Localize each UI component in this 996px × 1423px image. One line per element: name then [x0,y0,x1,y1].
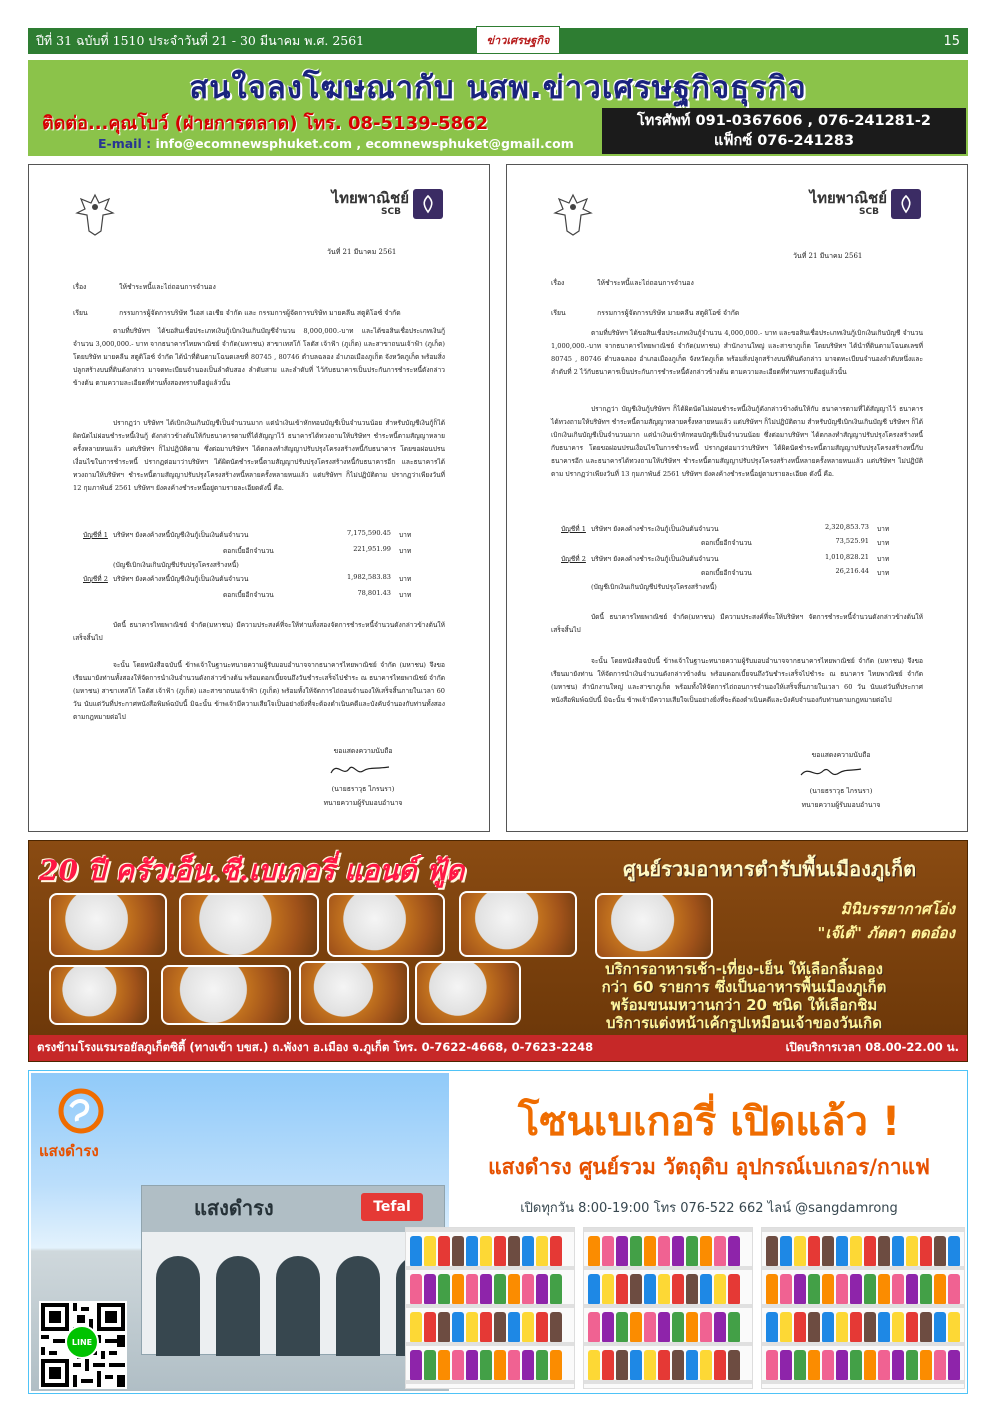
shelf-product [508,1350,520,1380]
shelf-product [536,1274,548,1304]
email-label: E-mail : [98,136,152,151]
letter-paragraph-2: ปรากฏว่า บัญชีเงินกู้บริษัทฯ ก็ได้ผิดนัดไม่ผ่อนชำระหนี้เงินกู้ดังกล่าวข้างต้นให้กับ ธนาคารตามที่ได้สัญญาไว้ ธนาคารได้ทวงถามให้บริษัทฯ ชำระหนี้ตามสัญญาหลายครั้งหลายหนแล้ว แต่บริษัทฯ ก็ไม่ปฏิบัติตาม สำหรับบัญชีเบิกเงินเกินบัญชี บริษัทฯ ก็ได้เบิกเงินเกินบัญชีเป็นจำนวนมาก แต่นำเงินเข้าหักทอนบัญชีเป็นจำนวนน้อย ซึ่งต่อมาบริษัทฯ ได้ตกลงทำสัญญาปรับปรุงโครงสร้างหนี้กับธนาคาร โดยขอผ่อนปรนเงื่อนไขในการชำระหนี้ ปรากฏต่อมาว่าบริษัทฯ ได้ผิดนัดชำระหนี้ตามสัญญาปรับปรุงโครงสร้างหนี้กับธนาคารอีก และธนาคารได้ทวงถามให้บริษัทฯ ชำระหนี้ตามสัญญาปรับปรุงโครงสร้างหนี้หลายครั้งหลายหนแล้ว แต่บริษัทฯ ไม่ปฏิบัติตาม ปรากฏว่าเพียงวันที่ 13 กุมภาพันธ์ 2561 บริษัทฯ ยังคงค้างชำระหนี้อยู่ตามรายละเอียด ดังนี้ คือ. [551,405,923,478]
restaurant-name [759,897,955,945]
account-row-unit: บาท [399,591,412,599]
account-row-unit: บาท [877,569,890,577]
shelf-product [424,1350,436,1380]
shelf-product [864,1274,876,1304]
shelf-product [780,1236,792,1266]
shelf-product [714,1350,726,1380]
shelf-product [410,1274,422,1304]
advertise-headline: สนใจลงโฆษณากับ นสพ.ข่าวเศรษฐกิจธุรกิจ [189,70,807,106]
signature-icon [797,759,867,785]
shelf-product [822,1236,834,1266]
building-sign: แสงดำรง [194,1196,274,1220]
account-label: บัญชีที่ 1 [83,531,108,539]
account-row-amount: 1,982,583.83 [346,573,391,581]
shelf-product [808,1236,820,1266]
shelf-product [536,1236,548,1266]
shelf-product [794,1312,806,1342]
restaurant-line-1: มินิบรรยากาศโอ่ง [840,900,955,918]
shelf-product [508,1236,520,1266]
shelf-product [822,1312,834,1342]
account-row-amount: 7,175,590.45 [346,529,391,537]
shelf-product [466,1350,478,1380]
account-row-amount: 78,801.43 [357,589,391,597]
letter-subject [73,281,216,292]
masthead-logo: ข่าวเศรษฐกิจ [476,26,560,54]
shelf-product [948,1312,960,1342]
legal-notice-letter-1 [28,164,490,832]
letter-paragraph-2: ปรากฏว่า บริษัทฯ ได้เบิกเงินเกินบัญชีเป็นจำนวนมาก แต่นำเงินเข้าหักทอนบัญชีเป็นจำนวนน้อย สำหรับบัญชีเงินกู้ก็ได้ผิดนัดไม่ผ่อนชำระหนี้เงินกู้ ดังกล่าวข้างต้นให้กับธนาคารตามที่ได้สัญญาไว้ ธนาคารได้ทวงถามให้บริษัทฯ ชำระหนี้ตามสัญญาหลายครั้งหลายหนแล้ว แต่บริษัทฯ ก็ไม่ปฏิบัติตาม ซึ่งต่อมาบริษัทฯ ได้ตกลงทำสัญญาปรับปรุงโครงสร้างหนี้กับธนาคาร โดยขอผ่อนปรนเงื่อนไขในการชำระหนี้ ปรากฏต่อมาว่าบริษัทฯ ได้ผิดนัดชำระหนี้ตามสัญญาปรับปรุงโครงสร้างหนี้กับธนาคารอีก และธนาคารได้ทวงถามให้บริษัทฯ ชำระหนี้ตามสัญญาปรับปรุงโครงสร้างหนี้หลายครั้งหลายหนแล้ว แต่บริษัทฯ ก็ไม่ปฏิบัติตาม ปรากฏว่าเพียงวันที่ 12 กุมภาพันธ์ 2561 บริษัทฯ ยังคงค้างชำระหนี้อยู่ตามรายละเอียดดังนี้ คือ. [73,419,445,492]
shelf-product [480,1312,492,1342]
shelf-product [588,1350,600,1380]
bakery-ad [28,840,968,1062]
shelf-product [630,1350,642,1380]
shelf-product [878,1312,890,1342]
shelf-product [864,1312,876,1342]
letter-subject [551,277,694,288]
service-line: พร้อมขนมหวานกว่า 20 ชนิด ให้เลือกชิม [610,996,878,1014]
shelf-product [466,1312,478,1342]
sangdamrong-logo-text: แสงดำรง [39,1142,99,1160]
shelf-product [550,1350,562,1380]
shelf-product [714,1312,726,1342]
advertise-email [98,136,574,151]
dish-photo [595,893,713,959]
account-row-unit: บาท [877,539,890,547]
shelf-product [602,1274,614,1304]
letter-date: วันที่ 21 มีนาคม 2561 [793,252,863,260]
shelf-product [780,1274,792,1304]
shelf-product [906,1274,918,1304]
shelf-product [700,1274,712,1304]
shelf-product [822,1350,834,1380]
shelf-product [686,1274,698,1304]
sangdamrong-ad [28,1070,968,1394]
letter-paragraph-3: บัดนี้ ธนาคารไทยพาณิชย์ จำกัด(มหาชน) มีความประสงค์ที่จะให้บริษัทฯ จัดการชำระหนี้จำนวนดังกล่าวข้างต้นให้เสร็จสิ้นไป [551,613,923,634]
shelf-product [644,1236,656,1266]
shelf-product [550,1236,562,1266]
shelf-product [728,1274,740,1304]
shelf-product [522,1350,534,1380]
shelf-product [878,1350,890,1380]
shelf-product [494,1236,506,1266]
shelf-product [658,1236,670,1266]
shelf-product [630,1312,642,1342]
shelf-product [424,1274,436,1304]
shelf-product [452,1274,464,1304]
shelf-product [864,1236,876,1266]
bank-code: SCB [859,207,879,217]
tefal-sign: Tefal [361,1193,423,1221]
shelf-product [550,1312,562,1342]
shelf-product [686,1350,698,1380]
sangdamrong-open-hours: เปิดทุกวัน 8:00-19:00 โทร 076-522 662 ไลน์ @sangdamrong [520,1201,898,1216]
letter-paragraph-4: จะนั้น โดยหนังสือฉบับนี้ ข้าพเจ้าในฐานะทนายความผู้รับมอบอำนาจจากธนาคารไทยพาณิชย์ จำกัด (มหาชน) จึงขอเรียนมายังท่าน ให้จัดการนำเงินจำนวนดังกล่าวข้างต้น พร้อมดอกเบี้ยจนถึงวันชำระเสร็จไปชำระ ณ ธนาคาร ไทยพาณิชย์ จำกัด (มหาชน) สำนักงานใหญ่ และสาขาภูเก็ต พร้อมทั้งให้จัดการไถ่ถอนการจำนองให้เสร็จสิ้นภายในเวลา 60 วัน นับแต่วันที่ประกาศหนังสือพิมพ์ฉบับนี้ มิฉะนั้น ข้าพเจ้ามีความเสียใจเป็นอย่างยิ่งที่จะต้องดำเนินคดีและบังคับจำนองกับท่านตามกฎหมายต่อไป [551,657,923,704]
garuda-emblem-icon [75,191,115,237]
store-photo [31,1073,449,1391]
shelf-product [424,1236,436,1266]
shelf-product [494,1274,506,1304]
shelf-product [494,1312,506,1342]
account-row-desc: ดอกเบี้ยอีกจำนวน [701,569,752,577]
shelf-product [602,1350,614,1380]
legal-notice-letter-2 [506,164,968,832]
account-row-amount: 73,525.91 [835,537,869,545]
account-row-unit: บาท [399,547,412,555]
shelf-product [508,1274,520,1304]
closing-text: ขอแสดงความนับถือ [811,751,871,759]
shelf-product [794,1274,806,1304]
account-row-unit: บาท [877,525,890,533]
subject-label: เรื่อง [73,283,87,291]
account-label: บัญชีที่ 2 [561,555,586,563]
shelf-product [906,1236,918,1266]
shelf-product [728,1312,740,1342]
shelf-product [934,1274,946,1304]
dish-photo [299,961,409,1025]
shelf-product [920,1312,932,1342]
shelf-product [424,1312,436,1342]
bank-code: SCB [381,207,401,217]
shelf-product [536,1312,548,1342]
scb-logo-icon [891,189,921,219]
shelf-product [630,1236,642,1266]
shelf-product [878,1236,890,1266]
subject-text: ให้ชำระหนี้และไถ่ถอนการจำนอง [597,279,694,287]
account-label: บัญชีที่ 1 [561,525,586,533]
subject-label: เรื่อง [551,279,565,287]
account-row-amount: 1,010,828.21 [824,553,869,561]
shelf-product [934,1350,946,1380]
page-number: 15 [943,33,960,49]
shelf-product [808,1350,820,1380]
account-row-amount: 2,320,853.73 [824,523,869,531]
bakery-subtitle: ศูนย์รวมอาหารตำรับพื้นเมืองภูเก็ต [623,857,917,881]
shelf-product [780,1350,792,1380]
dish-photo [327,893,445,957]
account-note: (บัญชีเบิกเงินเกินบัญชีปรับปรุงโครงสร้างหนี้) [591,583,717,591]
shelf-product [616,1274,628,1304]
shelf-product [672,1274,684,1304]
shelf-product [822,1274,834,1304]
shelf-product [550,1274,562,1304]
shelf-product [644,1312,656,1342]
shelf-product [480,1236,492,1266]
shelf-product [616,1350,628,1380]
shelf-product [480,1350,492,1380]
dish-photo [459,891,577,957]
letter-paragraph-1: ตามที่บริษัทฯ ได้ขอสินเชื่อประเภทเงินกู้จำนวน 4,000,000.- บาท และขอสินเชื่อประเภทเงินกู้เบิกเงินเกินบัญชี จำนวน 1,000,000.-บาท จากธนาคารไทยพาณิชย์ จำกัด(มหาชน) สำนักงานใหญ่ และสาขาภูเก็ต โดยบริษัทฯ ได้นำที่ดินตามโฉนดเลขที่ 80745 , 80746 ตำบลฉลอง อำเภอเมืองภูเก็ต จังหวัดภูเก็ต พร้อมสิ่งปลูกสร้างบนที่ดินดังกล่าว มาจดทะเบียนจำนองลำดับหนึ่งและลำดับที่ 2 ไว้กับธนาคารเป็นประกันการชำระหนี้ดังกล่าวข้างต้น ตามความละเอียดที่ท่านทราบดีอยู่แล้วนั้น [551,329,923,376]
shelf-product [850,1274,862,1304]
shelf-product [466,1236,478,1266]
shelf-photo [761,1227,965,1389]
bakery-footer [29,1035,967,1061]
shelf-product [616,1312,628,1342]
shelf-product [892,1312,904,1342]
shelf-product [836,1312,848,1342]
line-app-icon: LINE [65,1325,99,1359]
shelf-product [892,1236,904,1266]
shelf-product [934,1312,946,1342]
shelf-product [410,1312,422,1342]
shelf-product [522,1236,534,1266]
shelf-product [700,1236,712,1266]
shelf-product [658,1274,670,1304]
shelf-product [644,1350,656,1380]
advertise-banner [28,60,968,156]
recipient-label: เรียน [551,309,566,317]
shelf-product [658,1350,670,1380]
account-row-desc: ดอกเบี้ยอีกจำนวน [223,547,274,555]
sangdamrong-logo-icon [57,1087,105,1135]
subject-text: ให้ชำระหนี้และไถ่ถอนการจำนอง [119,283,216,291]
shelf-product [410,1236,422,1266]
signer-name: (นายธราวุธ ไกรนรา) [809,787,873,795]
garuda-emblem-icon [553,191,593,237]
scb-logo-icon [413,189,443,219]
shelf-product [714,1236,726,1266]
fax-line: แฟ็กซ์ 076-241283 [713,133,855,149]
shelf-product [616,1236,628,1266]
issue-line: ปีที่ 31 ฉบับที่ 1510 ประจำวันที่ 21 - 30 มีนาคม พ.ศ. 2561 [36,33,365,48]
shelf-product [700,1350,712,1380]
dish-photo [49,965,149,1025]
newspaper-header-bar [28,28,968,54]
account-label: บัญชีที่ 2 [83,575,108,583]
shelf-product [906,1312,918,1342]
shelf-product [794,1350,806,1380]
shelf-product [602,1236,614,1266]
shelf-product [906,1350,918,1380]
advertise-contact: ติดต่อ...คุณโบว์ (ฝ่ายการตลาด) โทร. 08-5139-5862 [42,113,489,134]
shelf-product [522,1274,534,1304]
shelf-product [438,1274,450,1304]
letter-paragraph-1: ตามที่บริษัทฯ ได้ขอสินเชื่อประเภทเงินกู้เบิกเงินเกินบัญชีจำนวน 8,000,000.-บาท และได้ขอสินเชื่อประเภทเงินกู้จำนวน 3,000,000.- บาท จากธนาคารไทยพาณิชย์ จำกัด(มหาชน) สาขาเทสโก้ โลตัส เจ้าฟ้า (ภูเก็ต) และสาขาถนนเจ้าฟ้า (ภูเก็ต) โดยบริษัท มายคลีน สตูดิโอซ์ จำกัด ได้นำที่ดินตามโฉนดเลขที่ 80745 , 80746 ตำบลฉลอง อำเภอเมืองภูเก็ต จังหวัดภูเก็ต พร้อมสิ่งปลูกสร้างบนที่ดินดังกล่าว มาจดทะเบียนจำนองเป็นลำดับสอง ลำดับสาม และลำดับที่ ไว้กับธนาคารเป็นประกันการชำระหนี้ดังกล่าวข้างต้น ตามความละเอียดที่ท่านทั้งสองทราบดีอยู่แล้วนั้น [73,327,445,387]
shelf-product [878,1274,890,1304]
shelf-product [672,1312,684,1342]
recipient-label: เรียน [73,309,88,317]
shelf-product [480,1274,492,1304]
shelf-product [850,1312,862,1342]
signer-name: (นายธราวุธ ไกรนรา) [331,785,395,793]
letter-recipient [551,307,739,318]
shelf-product [920,1274,932,1304]
shelf-product [700,1312,712,1342]
shelf-product [410,1350,422,1380]
shelf-product [588,1274,600,1304]
bakery-address: ตรงข้ามโรงแรมรอยัลภูเก็ตซิตี้ (ทางเข้า บขส.) ถ.พังงา อ.เมือง จ.ภูเก็ต โทร. 0-7622-4668, 0-7623-2248 [37,1040,594,1054]
phone-line: โทรศัพท์ 091-0367606 , 076-241281-2 [637,113,931,129]
letter-paragraph-4: จะนั้น โดยหนังสือฉบับนี้ ข้าพเจ้าในฐานะทนายความผู้รับมอบอำนาจจากธนาคารไทยพาณิชย์ จำกัด (มหาชน) จึงขอเรียนมายังท่านทั้งสองให้จัดการนำเงินจำนวนดังกล่าวข้างต้น พร้อมดอกเบี้ยจนถึงวันชำระเสร็จไปชำระ ณ ธนาคารไทยพาณิชย์ จำกัด (มหาชน) สาขาเทสโก้ โลตัส เจ้าฟ้า (ภูเก็ต) และสาขาถนนเจ้าฟ้า (ภูเก็ต) พร้อมทั้งให้จัดการไถ่ถอนจำนองให้เสร็จสิ้นภายในเวลา 60 วัน นับแต่วันที่ประกาศหนังสือพิมพ์ฉบับนี้ มิฉะนั้น ข้าพเจ้ามีความเสียใจเป็นอย่างยิ่งที่จะต้องดำเนินคดีและบังคับจำนองกับท่านทั้งสองตามกฎหมายต่อไป [73,661,445,721]
shelf-product [602,1312,614,1342]
dish-photo [415,961,521,1025]
shelf-product [808,1312,820,1342]
shelf-product [892,1274,904,1304]
bakery-title: 20 ปี ครัวเอ็น.ซี.เบเกอรี่ แอนด์ ฟู้ด [39,854,465,887]
shelf-product [934,1236,946,1266]
shelf-product [686,1312,698,1342]
letter-paragraph-3: บัดนี้ ธนาคารไทยพาณิชย์ จำกัด(มหาชน) มีความประสงค์ที่จะให้ท่านทั้งสองจัดการชำระหนี้จำนวนดังกล่าวข้างต้นให้เสร็จสิ้นไป [73,621,445,642]
shelf-product [686,1236,698,1266]
shelf-product [630,1274,642,1304]
shelf-product [766,1236,778,1266]
shelf-product [714,1274,726,1304]
shelf-product [466,1274,478,1304]
shelf-product [672,1350,684,1380]
shelf-product [588,1236,600,1266]
email-addresses: info@ecomnewsphuket.com , ecomnewsphuket@gmail.com [155,136,574,151]
shelf-product [452,1312,464,1342]
account-row-desc: บริษัทฯ ยังคงค้างชำระเงินกู้เป็นเงินต้นจำนวน [591,555,719,563]
shelf-product [522,1312,534,1342]
shelf-product [728,1350,740,1380]
advertise-phone-box [602,108,966,154]
sangdamrong-subheadline: แสงดำรง ศูนย์รวม วัตถุดิบ อุปกรณ์เบเกอร/กาแฟ [488,1155,930,1179]
shelf-product [728,1236,740,1266]
shelf-product [452,1236,464,1266]
shelf-photo [405,1227,575,1389]
bank-name: ไทยพาณิชย์ [809,189,887,207]
signature-icon [327,755,397,781]
shelf-product [920,1236,932,1266]
shelf-product [836,1350,848,1380]
shelf-product [892,1350,904,1380]
account-row-desc: ดอกเบี้ยอีกจำนวน [701,539,752,547]
shelf-photo [583,1227,753,1389]
shelf-product [588,1312,600,1342]
service-line: กว่า 60 รายการ ซึ่งเป็นอาหารพื้นเมืองภูเก็ต [601,978,887,996]
sangdamrong-headline: โซนเบเกอรี่ เปิดแล้ว ! [517,1099,901,1145]
account-row-amount: 26,216.44 [835,567,869,575]
account-row-amount: 221,951.99 [353,545,391,553]
shelf-product [438,1312,450,1342]
dish-photo [179,893,319,957]
dish-photo [161,965,291,1025]
account-row-unit: บาท [877,555,890,563]
shelf-product [672,1236,684,1266]
account-row-desc: บริษัทฯ ยังคงค้างชำระเงินกู้เป็นเงินต้นจำนวน [591,525,719,533]
shelf-product [836,1274,848,1304]
closing-text: ขอแสดงความนับถือ [333,747,393,755]
bakery-hours: เปิดบริการเวลา 08.00-22.00 น. [785,1040,959,1054]
shelf-product [850,1236,862,1266]
shelf-product [920,1350,932,1380]
dish-photo [49,893,167,957]
shelf-product [438,1236,450,1266]
shelf-product [948,1350,960,1380]
restaurant-line-2: "เจ๊เต้" ภัตตา ตดอ๋อง [817,924,955,942]
account-row-unit: บาท [399,575,412,583]
shelf-product [948,1274,960,1304]
shelf-product [780,1312,792,1342]
shelf-product [452,1350,464,1380]
shelf-product [794,1236,806,1266]
service-line: บริการอาหารเช้า-เที่ยง-เย็น ให้เลือกลิ้มลอง [605,960,883,978]
letter-date: วันที่ 21 มีนาคม 2561 [327,248,397,256]
shelf-product [766,1274,778,1304]
shelf-product [658,1312,670,1342]
account-row-desc: บริษัทฯ ยังคงค้างหนี้บัญชีเงินกู้เป็นเงินต้นจำนวน [113,531,249,539]
shelf-product [644,1274,656,1304]
shelf-product [438,1350,450,1380]
shelf-product [536,1350,548,1380]
account-row-desc: บริษัทฯ ยังคงค้างหนี้บัญชีเงินกู้เป็นเงินต้นจำนวน [113,575,249,583]
recipient-text: กรรมการผู้จัดการบริษัท วีเอส เอเชีย จำกัด และ กรรมการผู้จัดการบริษัท มายคลีน สตูดิโอซ์ จำกัด [119,309,401,317]
bank-name: ไทยพาณิชย์ [331,189,409,207]
shelf-product [948,1236,960,1266]
shelf-product [808,1274,820,1304]
letter-recipient [73,307,401,318]
service-line: บริการแต่งหน้าเค้กรูปเหมือนเจ้าของวันเกิด [606,1014,882,1032]
shelf-product [836,1236,848,1266]
signer-title: ทนายความผู้รับมอบอำนาจ [801,801,881,809]
shelf-product [508,1312,520,1342]
shelf-product [864,1350,876,1380]
recipient-text: กรรมการผู้จัดการบริษัท มายคลีน สตูดิโอซ์ จำกัด [597,309,740,317]
shelf-product [494,1350,506,1380]
shelf-product [766,1312,778,1342]
account-note: (บัญชีเบิกเงินเกินบัญชีปรับปรุงโครงสร้างหนี้) [113,561,239,569]
shelf-product [850,1350,862,1380]
account-row-unit: บาท [399,531,412,539]
account-row-desc: ดอกเบี้ยอีกจำนวน [223,591,274,599]
shelf-product [766,1350,778,1380]
signer-title: ทนายความผู้รับมอบอำนาจ [323,799,403,807]
